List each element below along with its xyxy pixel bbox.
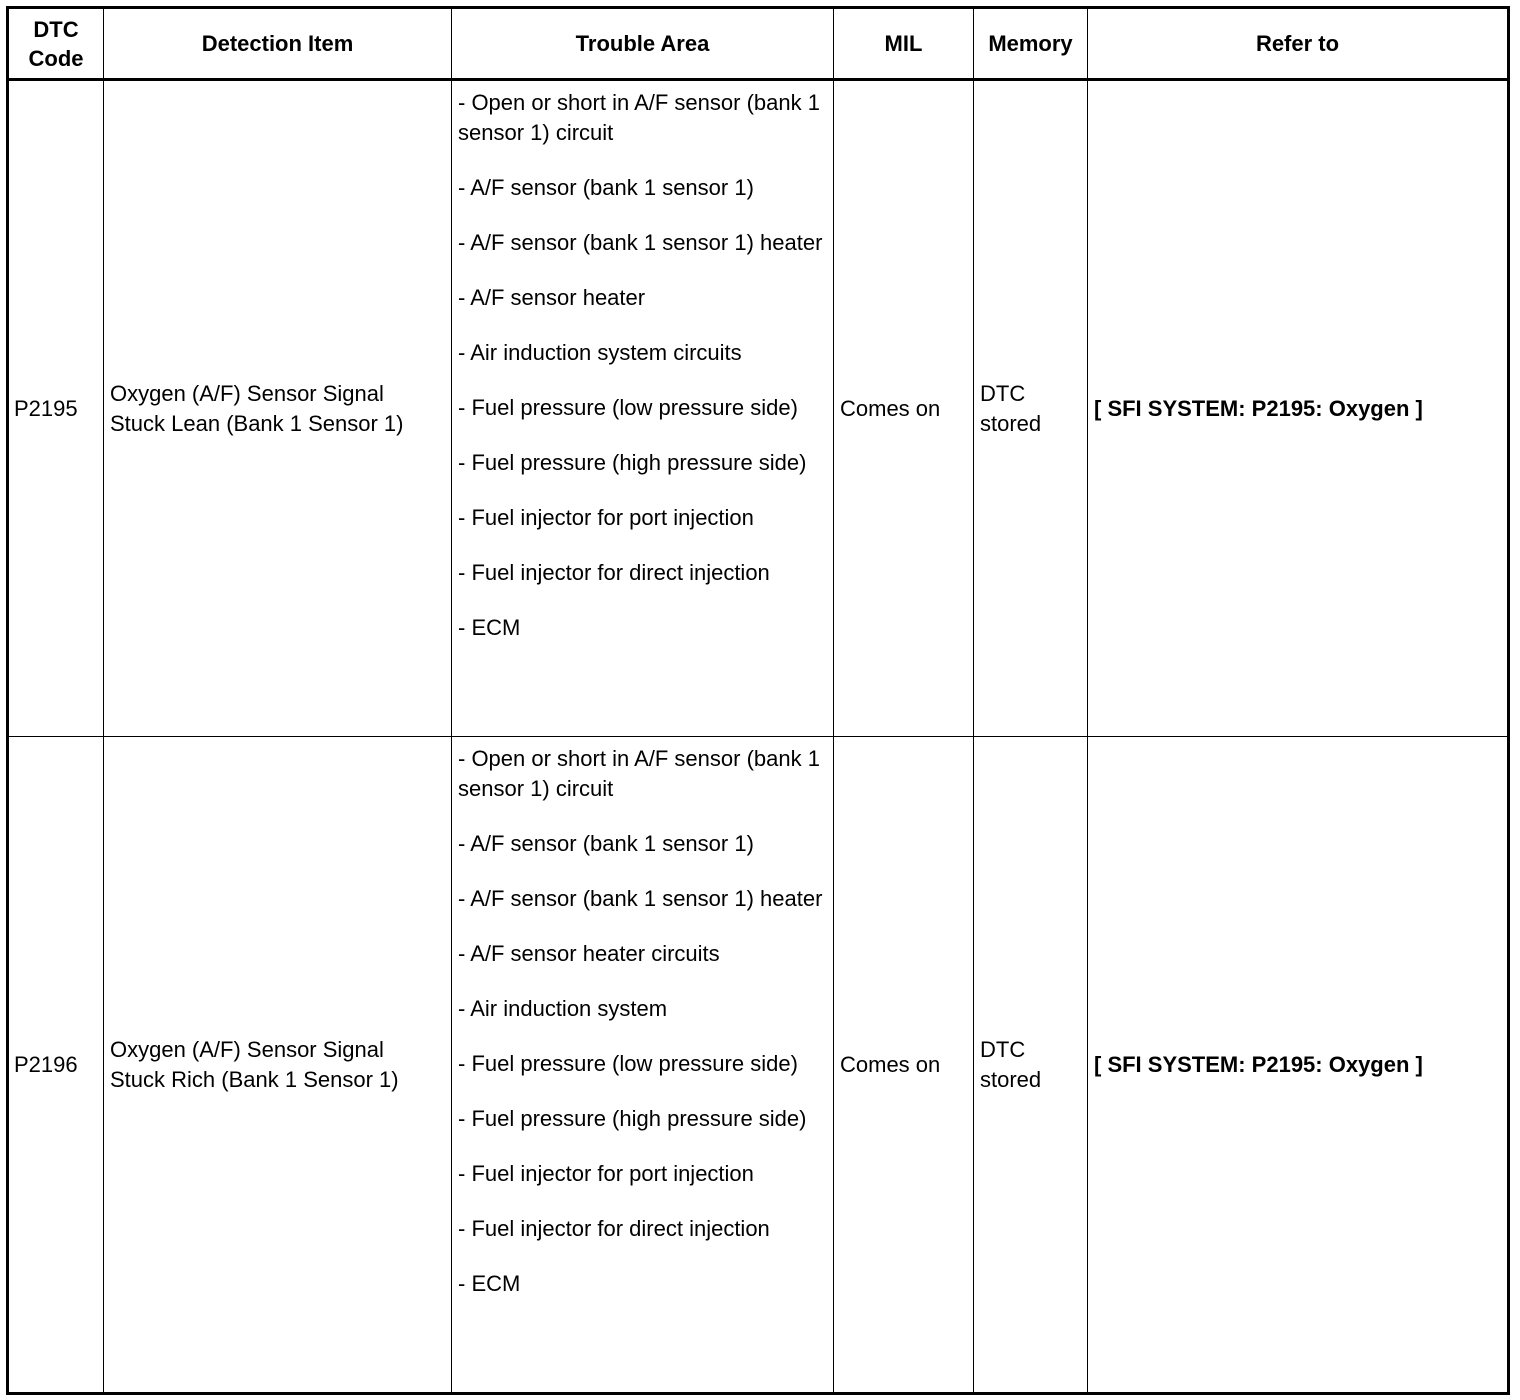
mil-cell: Comes on <box>834 80 974 737</box>
trouble-area-item: - Fuel injector for port injection <box>458 505 754 530</box>
trouble-area-item: - Fuel pressure (high pressure side) <box>458 1106 807 1131</box>
trouble-area-item: - ECM <box>458 615 521 640</box>
table-row <box>8 737 1509 1394</box>
detection-item-cell <box>104 737 452 1394</box>
trouble-area-item: - A/F sensor (bank 1 sensor 1) <box>458 831 754 856</box>
detection-item-cell <box>104 80 452 737</box>
header-mil: MIL <box>834 8 974 80</box>
detection-item-line: Stuck Rich (Bank 1 Sensor 1) <box>110 1066 399 1092</box>
table-row <box>8 80 1509 737</box>
trouble-area-item: - Fuel pressure (low pressure side) <box>458 395 798 420</box>
header-dtc-code-line2: Code <box>28 45 84 71</box>
trouble-area-item: - ECM <box>458 1271 521 1296</box>
detection-item-line: Oxygen (A/F) Sensor Signal <box>110 1036 384 1062</box>
trouble-area-item: - Fuel injector for direct injection <box>458 560 770 585</box>
trouble-area-cell <box>452 737 834 1394</box>
detection-item-line: Stuck Lean (Bank 1 Sensor 1) <box>110 410 404 436</box>
trouble-area-item: - A/F sensor (bank 1 sensor 1) <box>458 175 754 200</box>
trouble-area-item: - Open or short in A/F sensor (bank 1 sensor 1) circuit <box>458 90 820 145</box>
refer-to-cell <box>1088 80 1509 737</box>
trouble-area-item: - Open or short in A/F sensor (bank 1 sensor 1) circuit <box>458 746 820 801</box>
memory-line: DTC <box>980 1036 1026 1062</box>
trouble-area-item: - Air induction system <box>458 996 668 1021</box>
header-memory: Memory <box>974 8 1088 80</box>
trouble-area-item: - Fuel injector for port injection <box>458 1161 754 1186</box>
trouble-area-cell <box>452 80 834 737</box>
memory-cell <box>974 737 1088 1394</box>
header-dtc-code <box>8 8 104 80</box>
trouble-area-item: - A/F sensor (bank 1 sensor 1) heater <box>458 230 823 255</box>
memory-line: stored <box>980 410 1042 436</box>
trouble-area-item: - A/F sensor heater circuits <box>458 941 720 966</box>
dtc-code-cell: P2196 <box>8 737 104 1394</box>
dtc-table <box>6 6 1510 1395</box>
mil-cell: Comes on <box>834 737 974 1394</box>
memory-cell <box>974 80 1088 737</box>
header-dtc-code-line1: DTC <box>33 16 79 42</box>
trouble-area-item: - Fuel injector for direct injection <box>458 1216 770 1241</box>
header-row <box>8 8 1509 80</box>
trouble-area-list <box>458 744 827 1299</box>
dtc-code-cell: P2195 <box>8 80 104 737</box>
trouble-area-item: - Air induction system circuits <box>458 340 742 365</box>
refer-to-cell <box>1088 737 1509 1394</box>
refer-to-link[interactable]: [ SFI SYSTEM: P2195: Oxygen ] <box>1094 1051 1423 1077</box>
refer-to-link[interactable]: [ SFI SYSTEM: P2195: Oxygen ] <box>1094 395 1423 421</box>
trouble-area-list <box>458 88 827 643</box>
header-refer-to: Refer to <box>1088 8 1509 80</box>
detection-item-line: Oxygen (A/F) Sensor Signal <box>110 380 384 406</box>
trouble-area-item: - A/F sensor heater <box>458 285 646 310</box>
trouble-area-item: - Fuel pressure (high pressure side) <box>458 450 807 475</box>
header-detection-item: Detection Item <box>104 8 452 80</box>
trouble-area-item: - A/F sensor (bank 1 sensor 1) heater <box>458 886 823 911</box>
header-trouble-area: Trouble Area <box>452 8 834 80</box>
trouble-area-item: - Fuel pressure (low pressure side) <box>458 1051 798 1076</box>
memory-line: stored <box>980 1066 1042 1092</box>
memory-line: DTC <box>980 380 1026 406</box>
